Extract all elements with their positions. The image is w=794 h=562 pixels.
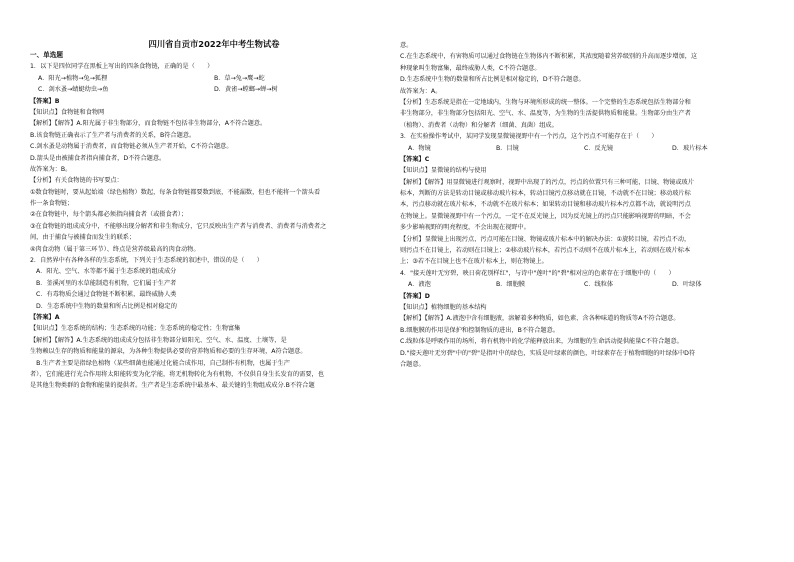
q1-analysis-line: 【解析】【解答】A.阳光属于非生物部分，而食物链不包括非生物部分，A不符合题意。 (30, 120, 267, 128)
q3-fenxi-line: 则污点不在目镜上，若动则在目镜上；②移动玻片标本，若污点不动则不在玻片标本上，若动则在玻片标本 (400, 247, 691, 255)
q3-option-b: B．目镜 (496, 144, 519, 152)
q3-analysis-line: 多少影响视野的明亮程度，不会出现在视野中。 (400, 224, 530, 232)
q1-fenxi-line: 间，由于捕食与被捕食而发生的联系； (30, 234, 136, 242)
q4-analysis-line: 【解析】【解答】A.液泡中含有细胞液，溶解着多种物质，如色素、含各种味道的物质等A不符合题意。 (400, 315, 680, 323)
q3-option-c: C．反光镜 (584, 144, 614, 152)
q3-stem: 3．在实验操作考试中，某同学发现显微镜视野中有一个污点，这个污点不可能存在于（ ） (400, 133, 658, 141)
q2-analysis-line: 是其他生物类群的食物和能量的提供者。生产者是生态系统中最基本、最关键的生物组成成分.B不符合题 (30, 382, 315, 390)
q4-option-d: D．叶绿体 (672, 281, 702, 289)
q1-fenxi-line: ②在食物链中，每个箭头都必须指向捕食者（或摄食者）； (30, 211, 188, 219)
q1-stem: 1．以下是四位同学在黑板上写出的四条食物链，正确的是（ ） (30, 63, 214, 71)
left-column (28, 0, 400, 392)
q2-fenxi-line: （植物）、消费者（动物）和分解者（细菌、真菌）组成。 (400, 121, 558, 129)
q1-fenxi-line: 【分析】有关食物链的书写要点： (30, 177, 123, 185)
q4-answer: 【答案】D (400, 292, 430, 300)
q2-continued-line: D.生态系统中生物的数量和所占比例是相对稳定的，D不符合题意。 (400, 76, 585, 84)
q4-analysis-line: 合题意。 (400, 360, 425, 368)
q1-options-row2 (28, 84, 400, 95)
q2-knowledge-point: 【知识点】生态系统的结构；生态系统的功能；生态系统的稳定性；生物富集 (30, 325, 241, 333)
q2-continued-line: 故答案为：A。 (400, 87, 442, 95)
q1-knowledge-point: 【知识点】食物链和食物网 (30, 108, 105, 116)
q2-analysis-line: 【解析】【解答】A.生态系统的组成成分包括非生物部分如阳光、空气、水、温度、土壤等，是 (30, 336, 287, 344)
q1-option-b: B．草→兔→鹰→蛇 (214, 74, 265, 82)
q3-answer: 【答案】C (400, 155, 430, 163)
q1-fenxi-line: ④肉食动物（属于第三环节）、终点是营养级最高的肉食动物。 (30, 245, 200, 253)
q1-option-c: C．剑水蚤→蜻蜓幼虫→鱼 (38, 86, 109, 94)
q1-fenxi-line: ③在食物链的组成成分中，不能够出现分解者和非生物成分，它只反映出生产者与消费者、消费者与消费者之 (30, 222, 327, 230)
q1-options-row1 (28, 73, 400, 84)
q3-analysis-line: 本，污点移动就在玻片标本，不动就不在玻片标本；如果转动目镜和移动玻片标本污点都不动，就说明污点 (400, 201, 691, 209)
q2-option-c: C．有毒物质会通过食物链不断积累，最终威胁人类 (36, 291, 177, 299)
q4-options (398, 279, 770, 290)
q2-answer: 【答案】A (30, 313, 60, 321)
q1-option-d: D．黄雀→螳螂→蝉→树 (214, 86, 278, 94)
q2-analysis-line: B.生产者主要是指绿色植物（某些细菌也能通过化能合成作用，自己制作有机物，也属于生产 (30, 359, 290, 367)
q3-fenxi-line: 【分析】显微镜上出现污点，污点可能在目镜、物镜或玻片标本中的解决办法：①旋转目镜，若污点不动， (400, 235, 691, 243)
q1-analysis-line: 故答案为：B。 (30, 165, 72, 173)
q3-options (398, 143, 770, 154)
q2-continued-line: 意。 (400, 42, 413, 49)
q3-analysis-line: 【解析】【解答】用显微镜进行观察时，视野中出现了的污点，污点的位置只有三种可能，目镜、物镜或玻片 (400, 178, 694, 186)
q3-fenxi-line: 上；③若不在目镜上也不在玻片标本上，则在物镜上。 (400, 258, 548, 266)
q2-fenxi-line: 非生物部分，非生物部分包括阳光、空气、水、温度等，为生物的生活提供物质和能量。生物部分由生产者 (400, 110, 691, 118)
q2-continued-line: C.在生态系统中，有害物质可以通过食物链在生物体内不断积累，其浓度随着营养级别的升高而逐步增加，这 (400, 53, 698, 61)
q1-answer: 【答案】B (30, 97, 60, 105)
q2-option-d: D．生态系统中生物的数量和所占比例是相对稳定的 (36, 302, 177, 310)
q2-fenxi-line: 【分析】生态系统是指在一定地域内，生物与环境所形成的统一整体。一个完整的生态系统包括生物部分和 (400, 98, 691, 106)
q2-option-a: A．阳光、空气、水等都不属于生态系统的组成成分 (36, 268, 177, 276)
q1-analysis-line: C.剑水蚤是动物属于消费者，而食物链必须从生产者开始，C不符合题意。 (30, 143, 233, 151)
q4-option-b: B．细胞膜 (496, 281, 525, 289)
q2-stem: 2．自然界中有各种各样的生态系统，下列关于生态系统的叙述中，错误的是（ ） (30, 257, 263, 265)
q3-knowledge-point: 【知识点】显微镜的结构与使用 (400, 167, 487, 175)
right-column (398, 40, 770, 370)
q2-analysis-line: 生物赖以生存的物质和能量的源泉，为各种生物提供必要的营养物质和必要的生存环境，A符合题意。 (30, 348, 307, 356)
page-title: 四川省自贡市2022年中考生物试卷 (148, 39, 280, 49)
q2-analysis-line: 者），它们能进行光合作用将太阳能转变为化学能，将无机物转化为有机物，不仅供自身生长发育的需要，也 (30, 370, 324, 378)
section-heading: 一、单选题 (30, 51, 63, 60)
q3-option-a: A．物镜 (408, 144, 431, 152)
q1-analysis-line: B.该食物链正确表示了生产者与消费者的关系，B符合题意。 (30, 131, 196, 139)
q4-analysis-line: D."接天莲叶无穷碧"中的"碧"是指叶中的绿色，实质是叶绿素的颜色，叶绿素存在于植物细胞的叶绿体中D符 (400, 349, 696, 357)
q2-continued-line: 种现象叫生物富集，最终威胁人类，C不符合题意。 (400, 64, 541, 72)
q3-option-d: D．玻片标本 (672, 144, 708, 152)
q1-fenxi-line: ①数食物链时，要从起始端（绿色植物）数起，每条食物链都要数到底，不能漏数，但也不能将一个箭头看 (30, 188, 321, 196)
q3-analysis-line: 标本，判断的方法是转动目镜或移动玻片标本，转动目镜污点移动就在目镜，不动就不在目镜；移动玻片标 (400, 190, 691, 198)
q1-analysis-line: D.箭头是由被捕食者指向捕食者，D不符合题意。 (30, 154, 166, 162)
q4-analysis-line: B.细胞膜的作用是保护和控制物质的进出，B不符合题意。 (400, 326, 559, 334)
q1-fenxi-line: 作一条食物链； (30, 200, 74, 208)
q1-option-a: A．阳光→植物→兔→狐狸 (38, 74, 108, 82)
q3-analysis-line: 在物镜上。显微镜视野中有一个污点，一定不在反光镜上，因为反光镜上的污点只能影响视野的明暗，不会 (400, 212, 691, 220)
q4-option-a: A．液泡 (408, 281, 431, 289)
q4-stem: 4．"接天莲叶无穷碧，映日荷花别样红"，与诗中"莲叶"的"碧"相对应的色素存在于细胞中的（ ） (400, 269, 675, 277)
q4-option-c: C．线粒体 (584, 281, 614, 289)
q4-knowledge-point: 【知识点】植物细胞的基本结构 (400, 303, 487, 311)
q2-option-b: B．釜溪河里的水草能制造有机物，它们属于生产者 (36, 279, 177, 287)
q4-analysis-line: C.线粒体是呼吸作用的场所，将有机物中的化学能释放出来，为细胞的生命活动提供能量C不符合题意。 (400, 338, 683, 346)
